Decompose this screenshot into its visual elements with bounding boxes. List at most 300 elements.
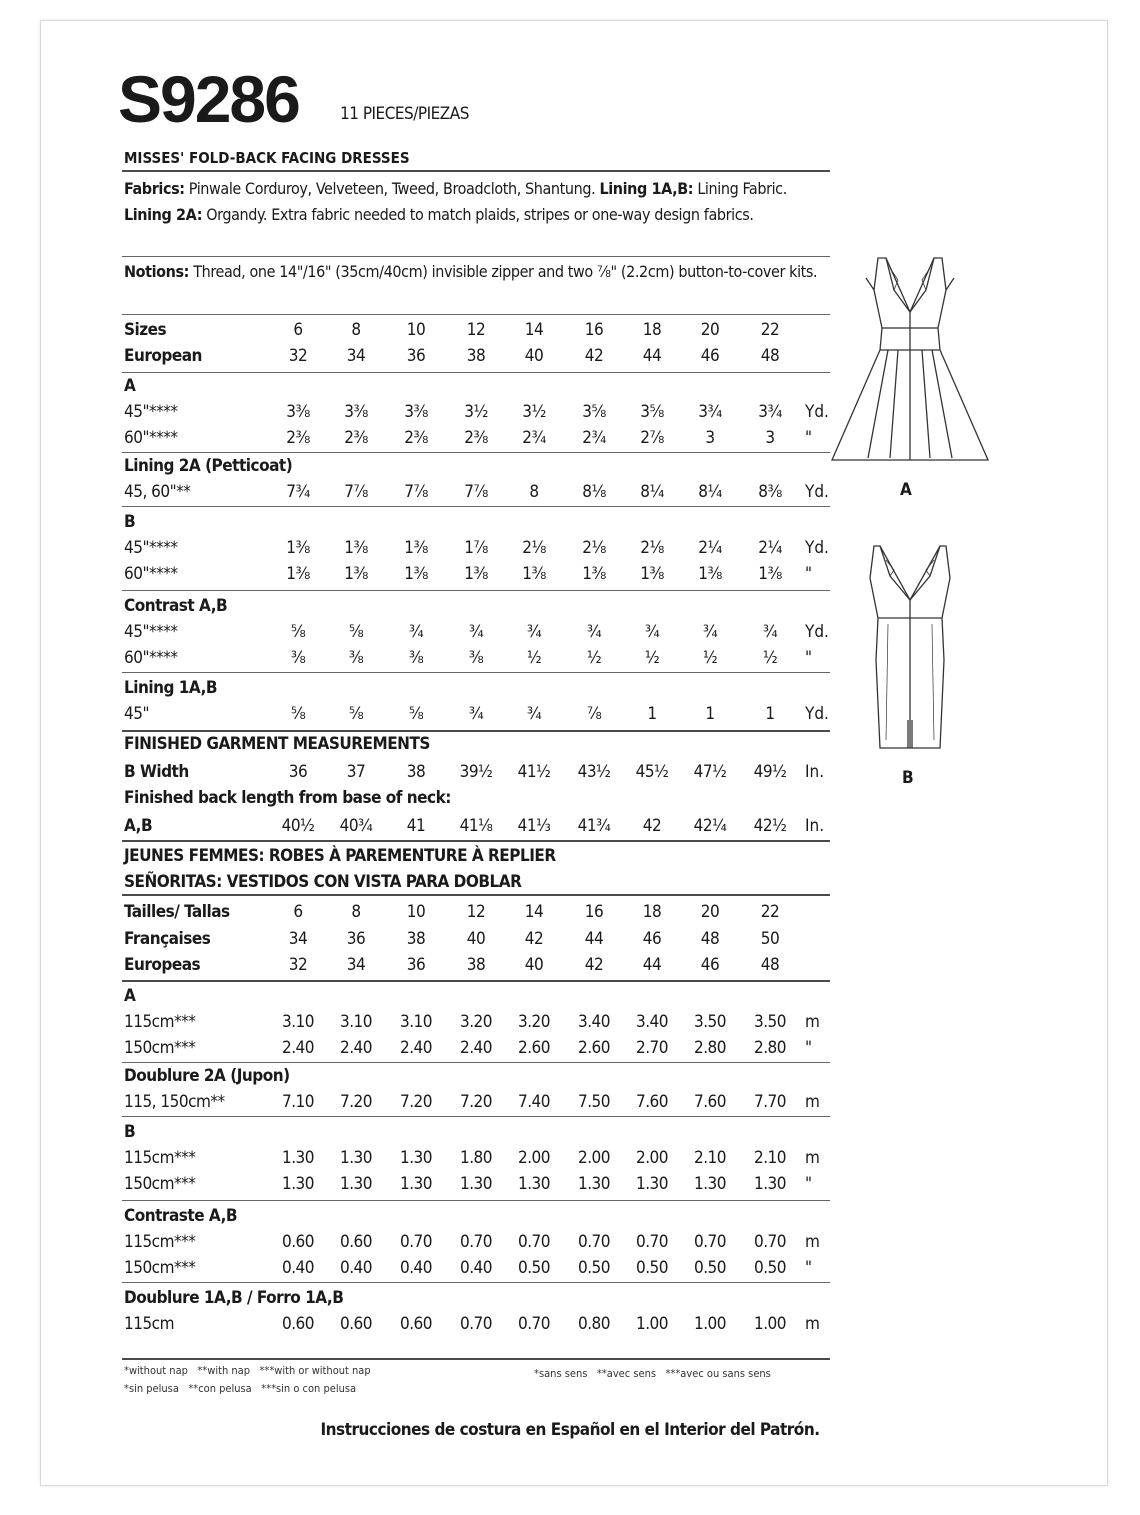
yardage-cell: 3⅝	[582, 402, 606, 422]
yardage-cell: ⅝	[408, 704, 424, 724]
meterage-cell: 1.80	[459, 1148, 493, 1168]
yardage-cell: 3¾	[758, 402, 782, 422]
width-label: 115cm***	[124, 1232, 196, 1252]
yardage-cell: 3½	[464, 402, 488, 422]
yardage-cell: 1⅜	[522, 564, 546, 584]
meterage-cell: 0.50	[753, 1258, 787, 1278]
yardage-cell: 8¼	[640, 482, 664, 502]
nap-notes-en	[124, 1364, 371, 1378]
note-en-3: ***with or without nap	[259, 1364, 371, 1377]
meterage-cell: 0.60	[339, 1232, 373, 1252]
yardage-cell: ½	[586, 648, 602, 668]
french-size: 50	[760, 929, 780, 949]
yardage-cell: 2⅛	[640, 538, 664, 558]
meterage-cell: 0.50	[635, 1258, 669, 1278]
yardage-cell: 1⅜	[404, 564, 428, 584]
french-size: 44	[584, 929, 604, 949]
french-size: 36	[346, 929, 366, 949]
meterage-cell: 0.70	[459, 1314, 493, 1334]
yardage-cell: ⅝	[290, 622, 306, 642]
divider	[122, 1116, 830, 1117]
unit-label: Yd.	[805, 482, 829, 502]
pieces-count: 11 PIECES/PIEZAS	[340, 104, 469, 124]
divider	[122, 1200, 830, 1201]
european-size: 42	[584, 955, 604, 975]
size-header: 12	[466, 902, 486, 922]
size-header: 6	[293, 320, 303, 340]
yardage-cell: ¾	[702, 622, 718, 642]
meterage-cell: 3.10	[281, 1012, 315, 1032]
meterage-cell: 2.10	[753, 1148, 787, 1168]
notions-text: Thread, one 14"/16" (35cm/40cm) invisible zipper and two ⅞" (2.2cm) button-to-cover kits.	[193, 262, 818, 281]
tailles-label: Tailles/ Tallas	[124, 902, 230, 922]
unit-label: "	[805, 1038, 813, 1058]
yardage-cell: 1	[765, 704, 775, 724]
unit-label: "	[805, 1174, 813, 1194]
yardage-cell: ½	[762, 648, 778, 668]
measurement-cell: 36	[288, 762, 308, 782]
size-header: 16	[584, 902, 604, 922]
size-header: 10	[406, 902, 426, 922]
yardage-cell: 2⅛	[582, 538, 606, 558]
yardage-cell: 2⅜	[344, 428, 368, 448]
meterage-cell: 7.10	[281, 1092, 315, 1112]
nap-notes-fr	[534, 1367, 771, 1381]
yardage-cell: ½	[702, 648, 718, 668]
yardage-cell: 8¼	[698, 482, 722, 502]
meterage-cell: 1.30	[459, 1174, 493, 1194]
meterage-cell: 0.70	[753, 1232, 787, 1252]
meterage-cell: 1.30	[339, 1174, 373, 1194]
meterage-cell: 1.30	[693, 1174, 727, 1194]
size-header: 22	[760, 320, 780, 340]
meterage-cell: 1.30	[399, 1148, 433, 1168]
divider	[122, 256, 830, 257]
yardage-cell: 1⅜	[698, 564, 722, 584]
meterage-cell: 3.50	[693, 1012, 727, 1032]
english-title: MISSES' FOLD-BACK FACING DRESSES	[124, 149, 410, 167]
width-label: 115cm***	[124, 1012, 196, 1032]
bwidth-label: B Width	[124, 762, 189, 782]
width-label: 115, 150cm**	[124, 1092, 225, 1112]
meterage-cell: 1.30	[577, 1174, 611, 1194]
meterage-cell: 0.70	[577, 1232, 611, 1252]
meterage-cell: 0.50	[693, 1258, 727, 1278]
group-label: Contraste A,B	[124, 1206, 238, 1226]
yardage-cell: 8⅜	[758, 482, 782, 502]
yardage-cell: ¾	[586, 622, 602, 642]
yardage-cell: 1⅜	[582, 564, 606, 584]
unit-label: m	[805, 1148, 820, 1168]
lining2-label: Lining 2A:	[124, 205, 203, 224]
yardage-cell: 2⅜	[464, 428, 488, 448]
note-en-1: *without nap	[124, 1364, 188, 1377]
view-a-illustration	[828, 250, 993, 472]
yardage-cell: ⅝	[348, 704, 364, 724]
yardage-cell: 1⅜	[344, 564, 368, 584]
unit-label: In.	[805, 816, 825, 836]
group-label: A	[124, 986, 136, 1006]
european-size: 48	[760, 346, 780, 366]
measurement-cell: 40¾	[339, 816, 373, 836]
divider	[122, 452, 830, 453]
meterage-cell: 0.70	[517, 1232, 551, 1252]
unit-label: m	[805, 1012, 820, 1032]
divider	[122, 672, 830, 673]
yardage-cell: 2⅜	[404, 428, 428, 448]
meterage-cell: 2.70	[635, 1038, 669, 1058]
meterage-cell: 0.70	[693, 1232, 727, 1252]
view-b-label: B	[902, 768, 914, 788]
size-header: 18	[642, 320, 662, 340]
group-label: Lining 1A,B	[124, 678, 218, 698]
meterage-cell: 1.30	[399, 1174, 433, 1194]
notions-paragraph	[124, 259, 824, 285]
yardage-cell: ⅝	[348, 622, 364, 642]
lining2-text: Organdy. Extra fabric needed to match plaids, stripes or one-way design fabrics.	[206, 205, 754, 224]
width-label: 60"****	[124, 428, 178, 448]
yardage-cell: 1⅞	[464, 538, 488, 558]
unit-label: "	[805, 648, 813, 668]
meterage-cell: 1.30	[753, 1174, 787, 1194]
meterage-cell: 0.70	[517, 1314, 551, 1334]
divider	[122, 840, 830, 842]
meterage-cell: 2.10	[693, 1148, 727, 1168]
yardage-cell: 1⅜	[286, 564, 310, 584]
meterage-cell: 1.00	[693, 1314, 727, 1334]
meterage-cell: 7.50	[577, 1092, 611, 1112]
yardage-cell: 8⅛	[582, 482, 606, 502]
yardage-cell: 3	[705, 428, 715, 448]
european-size: 38	[466, 346, 486, 366]
meterage-cell: 1.30	[281, 1174, 315, 1194]
measurement-cell: 45½	[635, 762, 669, 782]
yardage-cell: 3⅜	[404, 402, 428, 422]
european-size: 46	[700, 955, 720, 975]
yardage-cell: ¾	[468, 704, 484, 724]
european-size: 32	[288, 955, 308, 975]
yardage-cell: 3¾	[698, 402, 722, 422]
meterage-cell: 0.60	[399, 1314, 433, 1334]
yardage-cell: 2¾	[522, 428, 546, 448]
francaises-label: Françaises	[124, 929, 211, 949]
lining1-label: Lining 1A,B:	[599, 179, 694, 198]
yardage-cell: 2¼	[758, 538, 782, 558]
yardage-cell: ⅜	[408, 648, 424, 668]
note-fr-1: *sans sens	[534, 1367, 588, 1380]
meterage-cell: 1.00	[753, 1314, 787, 1334]
measurement-cell: 41½	[517, 762, 551, 782]
unit-label: Yd.	[805, 704, 829, 724]
size-header: 6	[293, 902, 303, 922]
measurement-cell: 38	[406, 762, 426, 782]
measurement-cell: 39½	[459, 762, 493, 782]
nap-notes-es	[124, 1382, 356, 1396]
yardage-cell: ¾	[526, 704, 542, 724]
note-fr-2: **avec sens	[596, 1367, 657, 1380]
european-size: 44	[642, 955, 662, 975]
lining1-text: Lining Fabric.	[697, 179, 787, 198]
finished-title: FINISHED GARMENT MEASUREMENTS	[124, 734, 430, 754]
view-a-label: A	[900, 480, 912, 500]
unit-label: Yd.	[805, 538, 829, 558]
yardage-cell: ⅜	[468, 648, 484, 668]
meterage-cell: 2.80	[693, 1038, 727, 1058]
european-size: 42	[584, 346, 604, 366]
yardage-cell: 3⅝	[640, 402, 664, 422]
meterage-cell: 1.30	[339, 1148, 373, 1168]
european-size: 36	[406, 346, 426, 366]
measurement-cell: 42	[642, 816, 662, 836]
measurement-cell: 41⅛	[459, 816, 493, 836]
spanish-title: SEÑORITAS: VESTIDOS CON VISTA PARA DOBLAR	[124, 872, 522, 892]
french-size: 46	[642, 929, 662, 949]
fabrics-text: Pinwale Corduroy, Velveteen, Tweed, Broadcloth, Shantung.	[188, 179, 596, 198]
yardage-cell: 7⅞	[344, 482, 368, 502]
europeas-label: Europeas	[124, 955, 201, 975]
yardage-cell: 7¾	[286, 482, 310, 502]
backlength-label: A,B	[124, 816, 153, 836]
unit-label: "	[805, 564, 813, 584]
unit-label: Yd.	[805, 622, 829, 642]
european-size: 44	[642, 346, 662, 366]
yardage-cell: 1⅜	[758, 564, 782, 584]
european-size: 34	[346, 346, 366, 366]
size-header: 18	[642, 902, 662, 922]
french-size: 38	[406, 929, 426, 949]
meterage-cell: 7.60	[635, 1092, 669, 1112]
width-label: 60"****	[124, 648, 178, 668]
divider	[122, 730, 830, 732]
meterage-cell: 7.60	[693, 1092, 727, 1112]
meterage-cell: 3.20	[517, 1012, 551, 1032]
meterage-cell: 7.20	[339, 1092, 373, 1112]
divider	[122, 1282, 830, 1283]
size-header: 12	[466, 320, 486, 340]
width-label: 150cm***	[124, 1258, 196, 1278]
unit-label: In.	[805, 762, 825, 782]
width-label: 45"****	[124, 622, 178, 642]
meterage-cell: 0.40	[339, 1258, 373, 1278]
width-label: 60"****	[124, 564, 178, 584]
note-en-2: **with nap	[197, 1364, 251, 1377]
yardage-cell: 1	[705, 704, 715, 724]
divider	[122, 894, 830, 896]
size-header: 8	[351, 902, 361, 922]
meterage-cell: 0.60	[281, 1232, 315, 1252]
measurement-cell: 40½	[281, 816, 315, 836]
french-size: 42	[524, 929, 544, 949]
size-header: 14	[524, 320, 544, 340]
view-b-illustration	[860, 540, 960, 755]
divider	[122, 1062, 830, 1063]
french-size: 40	[466, 929, 486, 949]
size-header: 20	[700, 902, 720, 922]
note-es-2: **con pelusa	[188, 1382, 252, 1395]
measurement-cell: 43½	[577, 762, 611, 782]
meterage-cell: 0.50	[577, 1258, 611, 1278]
measurement-cell: 41¾	[577, 816, 611, 836]
pattern-number: S9286	[118, 62, 299, 136]
yardage-cell: 2⅞	[640, 428, 664, 448]
group-label: Doublure 2A (Jupon)	[124, 1066, 290, 1086]
yardage-cell: 1⅜	[464, 564, 488, 584]
yardage-cell: ¾	[644, 622, 660, 642]
meterage-cell: 3.50	[753, 1012, 787, 1032]
measurement-cell: 41⅓	[517, 816, 551, 836]
group-label: A	[124, 376, 136, 396]
yardage-cell: ⅜	[348, 648, 364, 668]
group-label: Lining 2A (Petticoat)	[124, 456, 293, 476]
yardage-cell: 7⅞	[404, 482, 428, 502]
yardage-cell: 7⅞	[464, 482, 488, 502]
divider	[122, 980, 830, 982]
group-label: B	[124, 1122, 136, 1142]
meterage-cell: 2.60	[577, 1038, 611, 1058]
spanish-instructions-note: Instrucciones de costura en Español en el Interior del Patrón.	[320, 1420, 820, 1440]
measurement-cell: 41	[406, 816, 426, 836]
european-size: 34	[346, 955, 366, 975]
yardage-cell: ⅝	[290, 704, 306, 724]
meterage-cell: 0.70	[399, 1232, 433, 1252]
meterage-cell: 2.00	[577, 1148, 611, 1168]
unit-label: m	[805, 1232, 820, 1252]
meterage-cell: 2.60	[517, 1038, 551, 1058]
meterage-cell: 1.30	[517, 1174, 551, 1194]
size-header: 14	[524, 902, 544, 922]
measurement-cell: 47½	[693, 762, 727, 782]
unit-label: "	[805, 1258, 813, 1278]
width-label: 45, 60"**	[124, 482, 191, 502]
meterage-cell: 2.40	[281, 1038, 315, 1058]
group-label: Doublure 1A,B / Forro 1A,B	[124, 1288, 344, 1308]
meterage-cell: 7.40	[517, 1092, 551, 1112]
yardage-cell: 1⅜	[286, 538, 310, 558]
meterage-cell: 2.00	[517, 1148, 551, 1168]
yardage-cell: ½	[526, 648, 542, 668]
yardage-cell: 8	[529, 482, 539, 502]
meterage-cell: 0.60	[339, 1314, 373, 1334]
european-size: 46	[700, 346, 720, 366]
note-es-3: ***sin o con pelusa	[261, 1382, 357, 1395]
meterage-cell: 2.00	[635, 1148, 669, 1168]
sizes-label: Sizes	[124, 320, 167, 340]
yardage-cell: 3⅜	[286, 402, 310, 422]
meterage-cell: 1.30	[281, 1148, 315, 1168]
meterage-cell: 0.70	[459, 1232, 493, 1252]
meterage-cell: 3.10	[339, 1012, 373, 1032]
unit-label: m	[805, 1314, 820, 1334]
meterage-cell: 0.60	[281, 1314, 315, 1334]
yardage-cell: 3⅜	[344, 402, 368, 422]
yardage-cell: ¾	[468, 622, 484, 642]
meterage-cell: 0.40	[459, 1258, 493, 1278]
size-header: 20	[700, 320, 720, 340]
european-size: 48	[760, 955, 780, 975]
width-label: 45"****	[124, 402, 178, 422]
measurement-cell: 42¼	[693, 816, 727, 836]
unit-label: "	[805, 428, 813, 448]
european-size: 36	[406, 955, 426, 975]
meterage-cell: 2.40	[459, 1038, 493, 1058]
yardage-cell: ¾	[762, 622, 778, 642]
european-size: 32	[288, 346, 308, 366]
yardage-cell: 3½	[522, 402, 546, 422]
note-es-1: *sin pelusa	[124, 1382, 179, 1395]
divider	[122, 314, 830, 315]
european-size: 38	[466, 955, 486, 975]
measurement-cell: 42½	[753, 816, 787, 836]
meterage-cell: 7.20	[459, 1092, 493, 1112]
meterage-cell: 3.20	[459, 1012, 493, 1032]
yardage-cell: 1⅜	[344, 538, 368, 558]
meterage-cell: 2.80	[753, 1038, 787, 1058]
yardage-cell: 2¼	[698, 538, 722, 558]
meterage-cell: 2.40	[399, 1038, 433, 1058]
meterage-cell: 0.70	[635, 1232, 669, 1252]
yardage-cell: 1⅜	[640, 564, 664, 584]
divider	[122, 170, 830, 172]
group-label: Contrast A,B	[124, 596, 228, 616]
width-label: 115cm	[124, 1314, 174, 1334]
unit-label: Yd.	[805, 402, 829, 422]
backlength-title: Finished back length from base of neck:	[124, 788, 451, 808]
meterage-cell: 3.40	[577, 1012, 611, 1032]
meterage-cell: 0.80	[577, 1314, 611, 1334]
yardage-cell: 2⅜	[286, 428, 310, 448]
size-header: 16	[584, 320, 604, 340]
yardage-cell: ⅞	[586, 704, 602, 724]
measurement-cell: 49½	[753, 762, 787, 782]
meterage-cell: 7.20	[399, 1092, 433, 1112]
french-size: 48	[700, 929, 720, 949]
size-header: 10	[406, 320, 426, 340]
meterage-cell: 7.70	[753, 1092, 787, 1112]
divider	[122, 1358, 830, 1360]
yardage-cell: ¾	[526, 622, 542, 642]
notions-label: Notions:	[124, 262, 190, 281]
meterage-cell: 0.40	[399, 1258, 433, 1278]
meterage-cell: 2.40	[339, 1038, 373, 1058]
width-label: 115cm***	[124, 1148, 196, 1168]
divider	[122, 372, 830, 373]
yardage-cell: 2¾	[582, 428, 606, 448]
meterage-cell: 0.50	[517, 1258, 551, 1278]
yardage-cell: 2⅛	[522, 538, 546, 558]
size-header: 22	[760, 902, 780, 922]
note-fr-3: ***avec ou sans sens	[665, 1367, 771, 1380]
european-size: 40	[524, 346, 544, 366]
yardage-cell: 3	[765, 428, 775, 448]
french-size: 34	[288, 929, 308, 949]
divider	[122, 590, 830, 591]
width-label: 150cm***	[124, 1038, 196, 1058]
yardage-cell: ¾	[408, 622, 424, 642]
meterage-cell: 1.00	[635, 1314, 669, 1334]
meterage-cell: 3.40	[635, 1012, 669, 1032]
width-label: 45"****	[124, 538, 178, 558]
meterage-cell: 1.30	[635, 1174, 669, 1194]
width-label: 150cm***	[124, 1174, 196, 1194]
european-size: 40	[524, 955, 544, 975]
group-label: B	[124, 512, 136, 532]
divider	[122, 506, 830, 507]
width-label: 45"	[124, 704, 149, 724]
yardage-cell: 1⅜	[404, 538, 428, 558]
fabrics-paragraph	[124, 176, 824, 228]
meterage-cell: 3.10	[399, 1012, 433, 1032]
french-title: JEUNES FEMMES: ROBES À PAREMENTURE À REPLIER	[124, 846, 556, 866]
